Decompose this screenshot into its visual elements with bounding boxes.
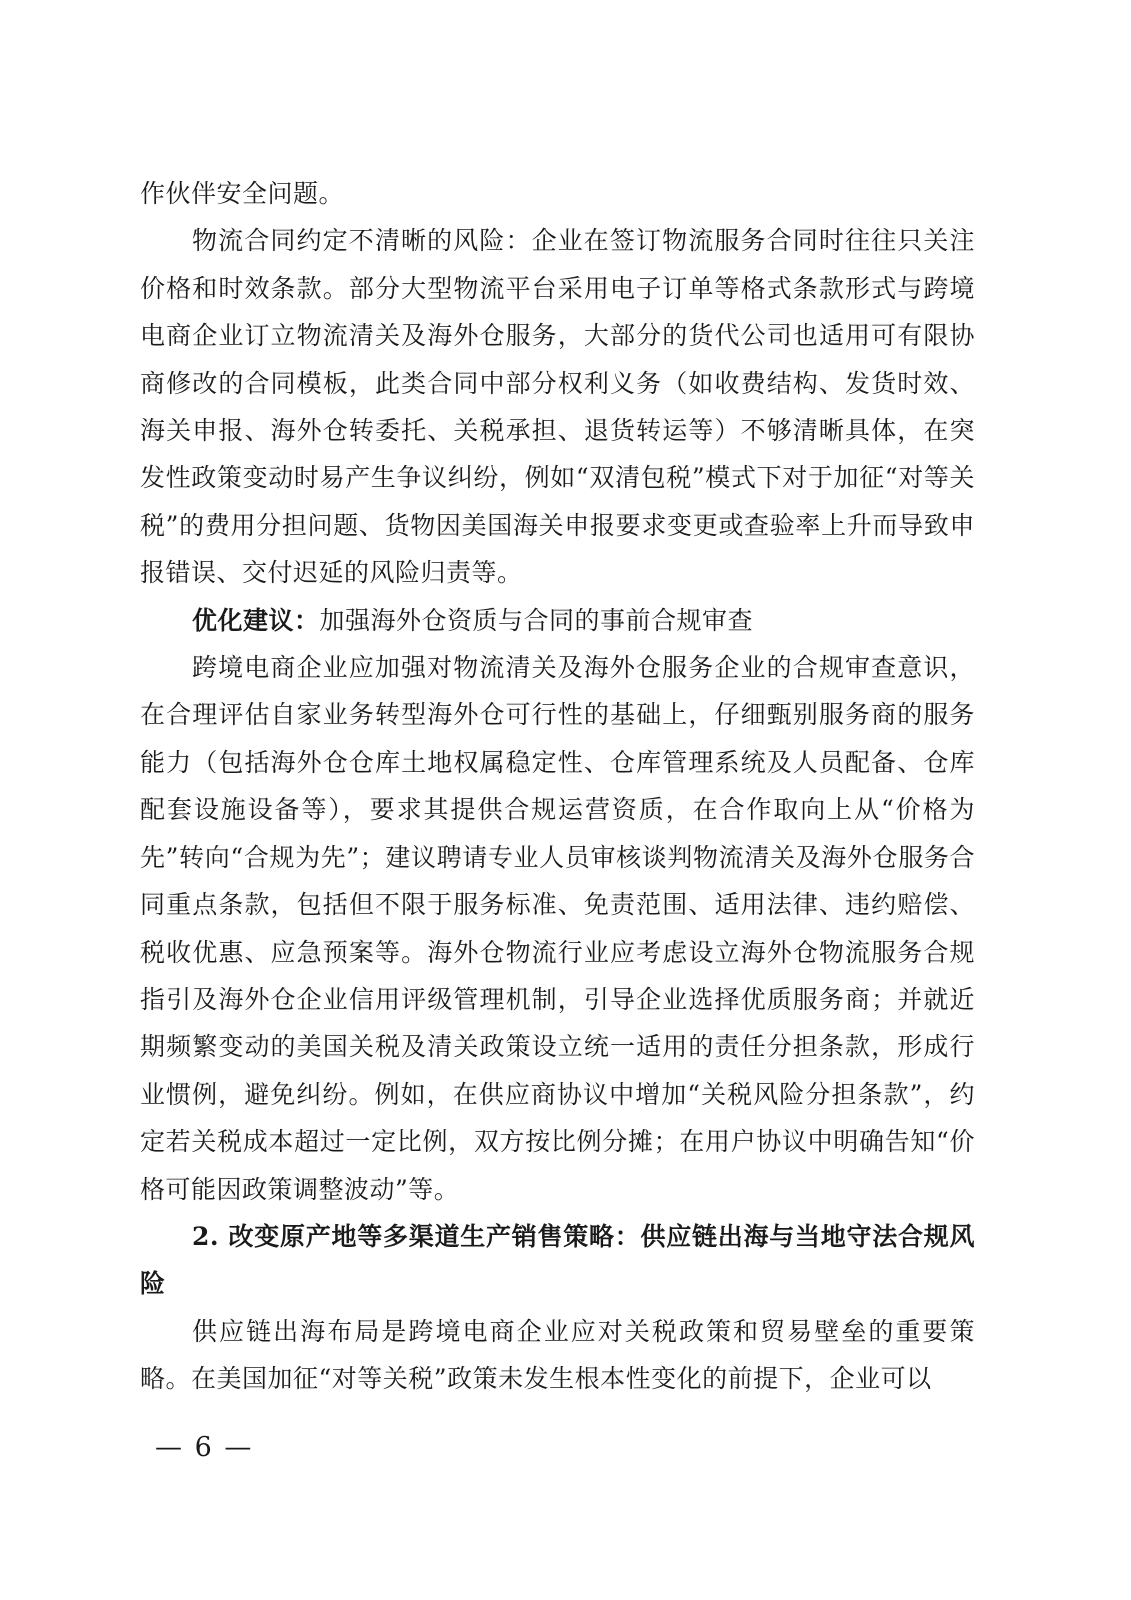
page-number: — 6 — [155, 1432, 254, 1463]
paragraph-supply-chain: 供应链出海布局是跨境电商企业应对关税政策和贸易壁垒的重要策略。在美国加征“对等关税”政策未发生根本性变化的前提下，企业可以 [140, 1316, 975, 1394]
document-body [140, 170, 975, 1403]
paragraph-compliance-review: 跨境电商企业应加强对物流清关及海外仓服务企业的合规审查意识，在合理评估自家业务转型海外仓可行性的基础上，仔细甄别服务商的服务能力（包括海外仓仓库土地权属稳定性、仓库管理系统及人员配备、仓库配套设施设备等），要求其提供合规运营资质，在合作取向上从“价格为先”转向“合规为先”；建议聘请专业人员审核谈判物流清关及海外仓服务合同重点条款，包括但不限于服务标准、免责范围、适用法律、违约赔偿、税收优惠、应急预案等。海外仓物流行业应考虑设立海外仓物流服务合规指引及海外仓企业信用评级管理机制，引导企业选择优质服务商；并就近期频繁变动的美国关税及清关政策设立统一适用的责任分担条款，形成行业惯例，避免纠纷。例如，在供应商协议中增加“关税风险分担条款”，约定若关税成本超过一定比例，双方按比例分摊；在用户协议中明确告知“价格可能因政策调整波动”等。 [140, 653, 975, 1204]
suggestion-text: 加强海外仓资质与合同的事前合规审查 [319, 605, 754, 635]
suggestion-label: 优化建议： [192, 605, 320, 635]
optimization-suggestion [140, 597, 975, 644]
paragraph-continuation: 作伙伴安全问题。 [140, 179, 345, 208]
section-heading: 2. 改变原产地等多渠道生产销售策略：供应链出海与当地守法合规风险 [140, 1221, 975, 1299]
paragraph-logistics-contract-risk: 物流合同约定不清晰的风险：企业在签订物流服务合同时往往只关注价格和时效条款。部分大型物流平台采用电子订单等格式条款形式与跨境电商企业订立物流清关及海外仓服务，大部分的货代公司也适用可有限协商修改的合同模板，此类合同中部分权利义务（如收费结构、发货时效、海关申报、海外仓转委托、关税承担、退货转运等）不够清晰具体，在突发性政策变动时易产生争议纠纷，例如“双清包税”模式下对于加征“对等关税”的费用分担问题、货物因美国海关申报要求变更或查验率上升而导致申报错误、交付迟延的风险归责等。 [140, 226, 975, 588]
